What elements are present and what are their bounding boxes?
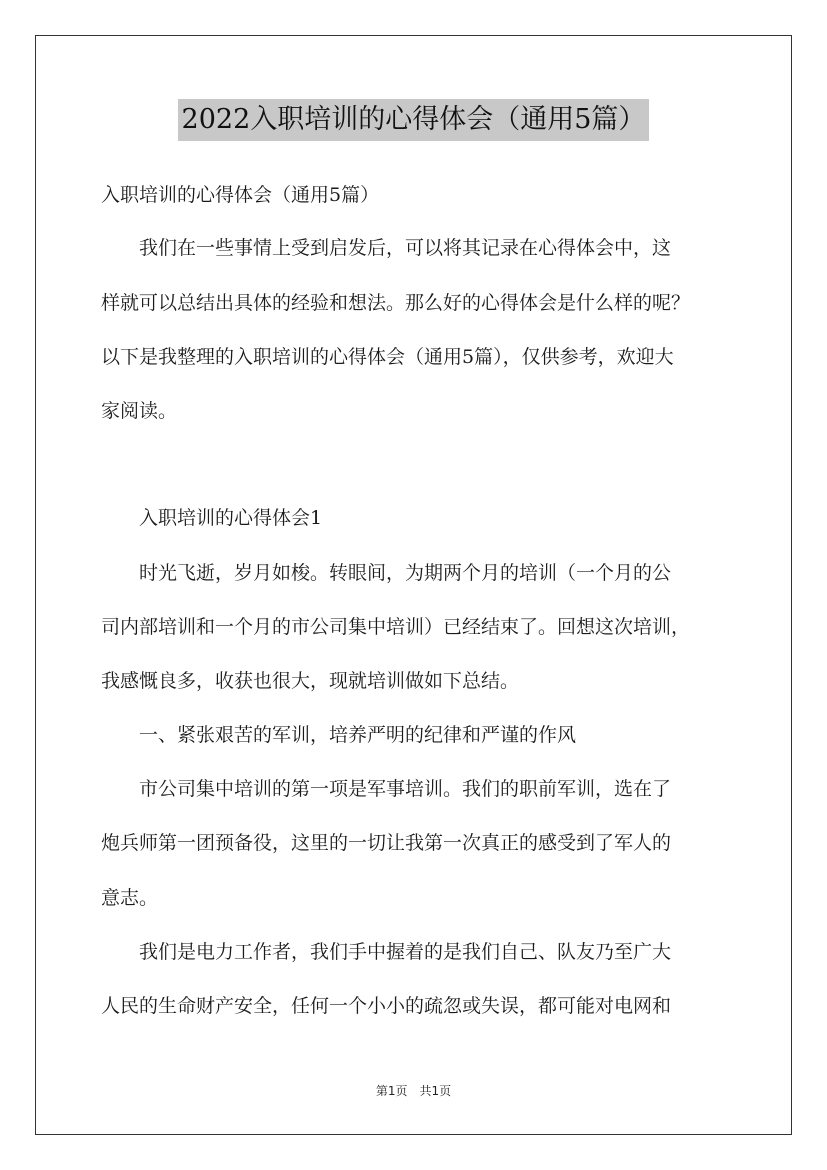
paragraph-line: 以下是我整理的入职培训的心得体会（通用5篇），仅供参考，欢迎大 xyxy=(101,346,674,368)
paragraph-line: 样就可以总结出具体的经验和想法。那么好的心得体会是什么样的呢？ xyxy=(101,292,691,314)
title-container xyxy=(0,99,827,141)
page-number: 第1页 共1页 xyxy=(375,1084,452,1098)
section-heading: 入职培训的心得体会1 xyxy=(101,507,323,529)
document-title: 2022入职培训的心得体会（通用5篇） xyxy=(178,99,650,141)
paragraph-line: 市公司集中培训的第一项是军事培训。我们的职前军训，选在了 xyxy=(101,778,672,800)
paragraph-line: 我们在一些事情上受到启发后，可以将其记录在心得体会中，这 xyxy=(101,237,672,259)
paragraph-line: 司内部培训和一个月的市公司集中培训）已经结束了。回想这次培训， xyxy=(101,616,691,638)
paragraph-line: 我们是电力工作者，我们手中握着的是我们自己、队友乃至广大 xyxy=(101,941,672,963)
paragraph-line: 我感慨良多，收获也很大，现就培训做如下总结。 xyxy=(101,670,520,692)
paragraph-line: 炮兵师第一团预备役，这里的一切让我第一次真正的感受到了军人的 xyxy=(101,832,672,854)
subtitle-line: 入职培训的心得体会（通用5篇） xyxy=(101,184,380,206)
section-heading: 一、紧张艰苦的军训，培养严明的纪律和严谨的作风 xyxy=(101,724,577,746)
paragraph-line: 家阅读。 xyxy=(101,400,178,422)
paragraph-line: 人民的生命财产安全，任何一个小小的疏忽或失误，都可能对电网和 xyxy=(101,995,672,1017)
paragraph-line: 时光飞逝，岁月如梭。转眼间，为期两个月的培训（一个月的公 xyxy=(101,562,672,584)
paragraph-line: 意志。 xyxy=(101,887,159,909)
